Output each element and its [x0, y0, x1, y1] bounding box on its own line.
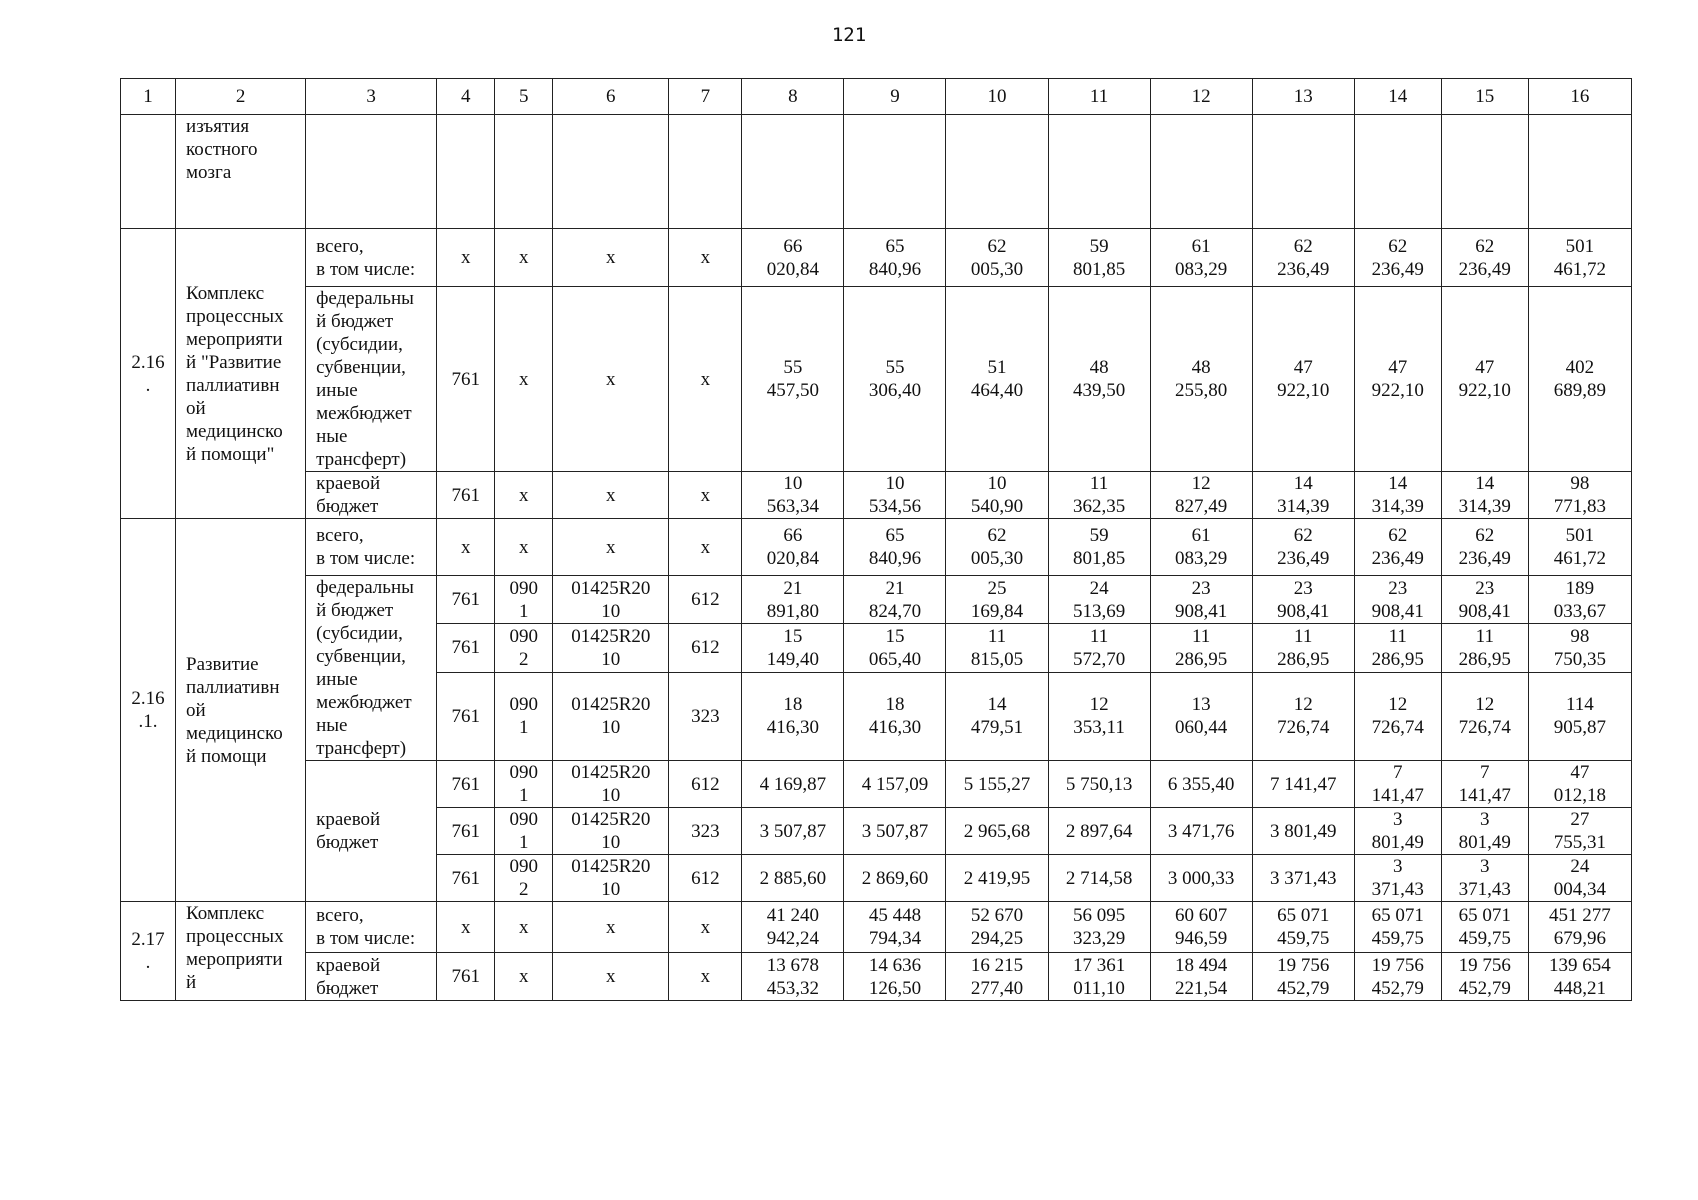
- amount-cell: 60 607 946,59: [1150, 902, 1252, 953]
- amount-cell: 14 479,51: [946, 672, 1048, 760]
- target-article-cell: x: [553, 902, 669, 953]
- column-number: 7: [669, 79, 742, 115]
- funding-source: федеральны й бюджет (субсидии, субвенции, иные межбюджет ные трансферт): [306, 576, 437, 761]
- amount-cell: 14 314,39: [1441, 472, 1528, 519]
- amount-cell: 451 277 679,96: [1528, 902, 1631, 953]
- amount-cell: 55 306,40: [844, 287, 946, 472]
- amount-cell: 59 801,85: [1048, 519, 1150, 576]
- amount-cell: 3 801,49: [1354, 808, 1441, 855]
- amount-cell: 62 236,49: [1441, 519, 1528, 576]
- amount-cell: 61 083,29: [1150, 519, 1252, 576]
- amount-cell: 5 750,13: [1048, 761, 1150, 808]
- table-row: [121, 287, 1632, 472]
- amount-cell: 23 908,41: [1252, 576, 1354, 624]
- section-cell: x: [495, 287, 553, 472]
- column-number: 2: [176, 79, 306, 115]
- amount-cell: 19 756 452,79: [1354, 953, 1441, 1001]
- amount-cell: 47 012,18: [1528, 761, 1631, 808]
- amount-cell: 65 071 459,75: [1252, 902, 1354, 953]
- item-number: 2.16 .: [121, 229, 176, 519]
- amount-cell: 51 464,40: [946, 287, 1048, 472]
- amount-cell: 11 815,05: [946, 624, 1048, 672]
- amount-cell: 47 922,10: [1354, 287, 1441, 472]
- amount-cell: 7 141,47: [1441, 761, 1528, 808]
- table-cell: [306, 115, 437, 229]
- amount-cell: 12 827,49: [1150, 472, 1252, 519]
- amount-cell: 62 236,49: [1354, 519, 1441, 576]
- column-number: 1: [121, 79, 176, 115]
- grbs-cell: 761: [437, 672, 495, 760]
- column-number: 14: [1354, 79, 1441, 115]
- amount-cell: 3 507,87: [742, 808, 844, 855]
- section-cell: 090 1: [495, 672, 553, 760]
- column-number: 11: [1048, 79, 1150, 115]
- amount-cell: 2 869,60: [844, 855, 946, 902]
- amount-cell: 14 314,39: [1354, 472, 1441, 519]
- event-name: изъятия костного мозга: [176, 115, 306, 229]
- amount-cell: 66 020,84: [742, 229, 844, 287]
- continuation-row: [121, 115, 1632, 229]
- column-number: 13: [1252, 79, 1354, 115]
- amount-cell: 41 240 942,24: [742, 902, 844, 953]
- amount-cell: 19 756 452,79: [1252, 953, 1354, 1001]
- grbs-cell: 761: [437, 576, 495, 624]
- amount-cell: 16 215 277,40: [946, 953, 1048, 1001]
- amount-cell: 45 448 794,34: [844, 902, 946, 953]
- table-row: [121, 472, 1632, 519]
- amount-cell: 18 416,30: [742, 672, 844, 760]
- amount-cell: 17 361 011,10: [1048, 953, 1150, 1001]
- amount-cell: 18 494 221,54: [1150, 953, 1252, 1001]
- amount-cell: 61 083,29: [1150, 229, 1252, 287]
- amount-cell: 55 457,50: [742, 287, 844, 472]
- section-cell: x: [495, 519, 553, 576]
- amount-cell: 11 286,95: [1441, 624, 1528, 672]
- target-article-cell: 01425R20 10: [553, 672, 669, 760]
- item-number: 2.16 .1.: [121, 519, 176, 902]
- item-number: 2.17 .: [121, 902, 176, 1001]
- grbs-cell: 761: [437, 287, 495, 472]
- amount-cell: 98 750,35: [1528, 624, 1631, 672]
- amount-cell: 2 419,95: [946, 855, 1048, 902]
- table-row: [121, 519, 1632, 576]
- target-article-cell: 01425R20 10: [553, 576, 669, 624]
- amount-cell: 3 371,43: [1441, 855, 1528, 902]
- expense-type-cell: x: [669, 902, 742, 953]
- grbs-cell: 761: [437, 808, 495, 855]
- amount-cell: 10 563,34: [742, 472, 844, 519]
- amount-cell: 62 005,30: [946, 229, 1048, 287]
- amount-cell: 139 654 448,21: [1528, 953, 1631, 1001]
- amount-cell: 501 461,72: [1528, 229, 1631, 287]
- section-cell: 090 2: [495, 624, 553, 672]
- amount-cell: 3 000,33: [1150, 855, 1252, 902]
- table-cell: [946, 115, 1048, 229]
- section-cell: x: [495, 472, 553, 519]
- target-article-cell: x: [553, 472, 669, 519]
- amount-cell: 66 020,84: [742, 519, 844, 576]
- amount-cell: 15 065,40: [844, 624, 946, 672]
- section-cell: x: [495, 229, 553, 287]
- funding-source: краевой бюджет: [306, 472, 437, 519]
- amount-cell: 501 461,72: [1528, 519, 1631, 576]
- grbs-cell: x: [437, 902, 495, 953]
- amount-cell: 62 236,49: [1252, 229, 1354, 287]
- amount-cell: 15 149,40: [742, 624, 844, 672]
- amount-cell: 56 095 323,29: [1048, 902, 1150, 953]
- table-row: [121, 576, 1632, 624]
- amount-cell: 62 236,49: [1252, 519, 1354, 576]
- amount-cell: 12 353,11: [1048, 672, 1150, 760]
- column-number: 10: [946, 79, 1048, 115]
- table-cell: [1252, 115, 1354, 229]
- amount-cell: 2 965,68: [946, 808, 1048, 855]
- amount-cell: 23 908,41: [1354, 576, 1441, 624]
- amount-cell: 12 726,74: [1252, 672, 1354, 760]
- amount-cell: 52 670 294,25: [946, 902, 1048, 953]
- funding-source: всего, в том числе:: [306, 519, 437, 576]
- section-cell: 090 1: [495, 808, 553, 855]
- amount-cell: 21 891,80: [742, 576, 844, 624]
- amount-cell: 65 840,96: [844, 229, 946, 287]
- amount-cell: 11 572,70: [1048, 624, 1150, 672]
- amount-cell: 19 756 452,79: [1441, 953, 1528, 1001]
- amount-cell: 7 141,47: [1354, 761, 1441, 808]
- table-cell: [669, 115, 742, 229]
- funding-source: краевой бюджет: [306, 761, 437, 902]
- table-row: [121, 953, 1632, 1001]
- expense-type-cell: 612: [669, 624, 742, 672]
- funding-source: всего, в том числе:: [306, 902, 437, 953]
- expense-type-cell: x: [669, 229, 742, 287]
- column-number: 5: [495, 79, 553, 115]
- amount-cell: 2 897,64: [1048, 808, 1150, 855]
- amount-cell: 23 908,41: [1441, 576, 1528, 624]
- target-article-cell: 01425R20 10: [553, 855, 669, 902]
- table-cell: [742, 115, 844, 229]
- grbs-cell: 761: [437, 761, 495, 808]
- amount-cell: 10 534,56: [844, 472, 946, 519]
- amount-cell: 47 922,10: [1441, 287, 1528, 472]
- amount-cell: 7 141,47: [1252, 761, 1354, 808]
- funding-source: всего, в том числе:: [306, 229, 437, 287]
- funding-source: федеральны й бюджет (субсидии, субвенции, иные межбюджет ные трансферт): [306, 287, 437, 472]
- amount-cell: 62 236,49: [1354, 229, 1441, 287]
- target-article-cell: 01425R20 10: [553, 808, 669, 855]
- target-article-cell: x: [553, 519, 669, 576]
- amount-cell: 11 286,95: [1252, 624, 1354, 672]
- amount-cell: 14 314,39: [1252, 472, 1354, 519]
- column-number: 16: [1528, 79, 1631, 115]
- table-cell: [553, 115, 669, 229]
- table-cell: [495, 115, 553, 229]
- column-number: 4: [437, 79, 495, 115]
- grbs-cell: 761: [437, 953, 495, 1001]
- amount-cell: 2 885,60: [742, 855, 844, 902]
- amount-cell: 3 801,49: [1441, 808, 1528, 855]
- budget-table: [120, 78, 1632, 1001]
- amount-cell: 23 908,41: [1150, 576, 1252, 624]
- amount-cell: 189 033,67: [1528, 576, 1631, 624]
- amount-cell: 48 439,50: [1048, 287, 1150, 472]
- table-row: [121, 229, 1632, 287]
- target-article-cell: 01425R20 10: [553, 624, 669, 672]
- amount-cell: 3 507,87: [844, 808, 946, 855]
- table-cell: [844, 115, 946, 229]
- amount-cell: 3 371,43: [1252, 855, 1354, 902]
- amount-cell: 27 755,31: [1528, 808, 1631, 855]
- amount-cell: 12 726,74: [1441, 672, 1528, 760]
- amount-cell: 65 071 459,75: [1354, 902, 1441, 953]
- table-cell: [1048, 115, 1150, 229]
- amount-cell: 14 636 126,50: [844, 953, 946, 1001]
- amount-cell: 5 155,27: [946, 761, 1048, 808]
- amount-cell: 18 416,30: [844, 672, 946, 760]
- table-cell: [121, 115, 176, 229]
- header-row: [121, 79, 1632, 115]
- event-name: Комплекс процессных мероприяти й: [176, 902, 306, 1001]
- amount-cell: 3 471,76: [1150, 808, 1252, 855]
- amount-cell: 65 840,96: [844, 519, 946, 576]
- expense-type-cell: 612: [669, 855, 742, 902]
- event-name: Развитие паллиативн ой медицинско й помощи: [176, 519, 306, 902]
- amount-cell: 10 540,90: [946, 472, 1048, 519]
- amount-cell: 11 286,95: [1150, 624, 1252, 672]
- expense-type-cell: 323: [669, 808, 742, 855]
- column-number: 8: [742, 79, 844, 115]
- column-number: 9: [844, 79, 946, 115]
- table-cell: [1150, 115, 1252, 229]
- amount-cell: 4 169,87: [742, 761, 844, 808]
- amount-cell: 114 905,87: [1528, 672, 1631, 760]
- amount-cell: 24 513,69: [1048, 576, 1150, 624]
- section-cell: 090 1: [495, 576, 553, 624]
- amount-cell: 62 005,30: [946, 519, 1048, 576]
- grbs-cell: x: [437, 229, 495, 287]
- amount-cell: 3 371,43: [1354, 855, 1441, 902]
- amount-cell: 47 922,10: [1252, 287, 1354, 472]
- table-cell: [1441, 115, 1528, 229]
- expense-type-cell: 612: [669, 761, 742, 808]
- column-number: 3: [306, 79, 437, 115]
- expense-type-cell: 612: [669, 576, 742, 624]
- column-number: 6: [553, 79, 669, 115]
- section-cell: 090 1: [495, 761, 553, 808]
- amount-cell: 21 824,70: [844, 576, 946, 624]
- amount-cell: 13 060,44: [1150, 672, 1252, 760]
- amount-cell: 12 726,74: [1354, 672, 1441, 760]
- column-number: 15: [1441, 79, 1528, 115]
- funding-source: краевой бюджет: [306, 953, 437, 1001]
- section-cell: x: [495, 902, 553, 953]
- expense-type-cell: x: [669, 287, 742, 472]
- expense-type-cell: x: [669, 519, 742, 576]
- page-number: 121: [831, 24, 867, 46]
- table-cell: [437, 115, 495, 229]
- amount-cell: 11 286,95: [1354, 624, 1441, 672]
- amount-cell: 48 255,80: [1150, 287, 1252, 472]
- amount-cell: 65 071 459,75: [1441, 902, 1528, 953]
- table-row: [121, 902, 1632, 953]
- target-article-cell: x: [553, 229, 669, 287]
- amount-cell: 98 771,83: [1528, 472, 1631, 519]
- expense-type-cell: x: [669, 953, 742, 1001]
- event-name: Комплекс процессных мероприяти й "Развитие паллиативн ой медицинско й помощи": [176, 229, 306, 519]
- target-article-cell: 01425R20 10: [553, 761, 669, 808]
- amount-cell: 6 355,40: [1150, 761, 1252, 808]
- grbs-cell: x: [437, 519, 495, 576]
- expense-type-cell: 323: [669, 672, 742, 760]
- section-cell: x: [495, 953, 553, 1001]
- expense-type-cell: x: [669, 472, 742, 519]
- amount-cell: 25 169,84: [946, 576, 1048, 624]
- amount-cell: 402 689,89: [1528, 287, 1631, 472]
- column-number: 12: [1150, 79, 1252, 115]
- table-row: [121, 761, 1632, 808]
- table-cell: [1354, 115, 1441, 229]
- table-body: [121, 79, 1632, 1001]
- target-article-cell: x: [553, 953, 669, 1001]
- table-cell: [1528, 115, 1631, 229]
- amount-cell: 4 157,09: [844, 761, 946, 808]
- amount-cell: 59 801,85: [1048, 229, 1150, 287]
- section-cell: 090 2: [495, 855, 553, 902]
- grbs-cell: 761: [437, 624, 495, 672]
- amount-cell: 11 362,35: [1048, 472, 1150, 519]
- amount-cell: 62 236,49: [1441, 229, 1528, 287]
- amount-cell: 13 678 453,32: [742, 953, 844, 1001]
- amount-cell: 24 004,34: [1528, 855, 1631, 902]
- amount-cell: 2 714,58: [1048, 855, 1150, 902]
- target-article-cell: x: [553, 287, 669, 472]
- grbs-cell: 761: [437, 855, 495, 902]
- grbs-cell: 761: [437, 472, 495, 519]
- amount-cell: 3 801,49: [1252, 808, 1354, 855]
